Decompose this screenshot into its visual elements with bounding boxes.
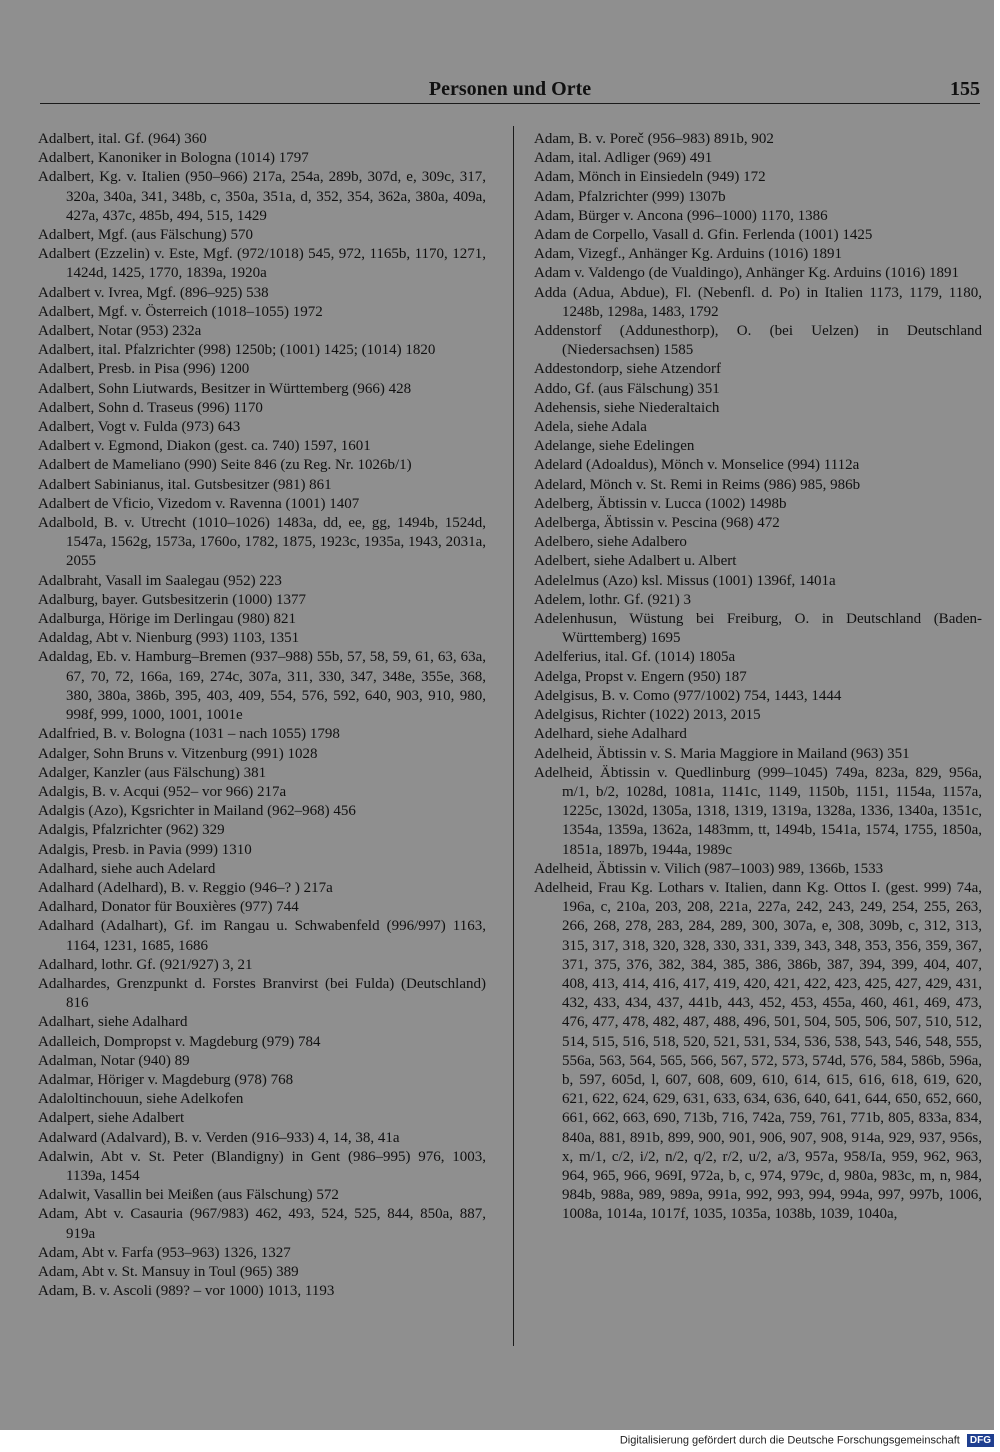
index-entry: Adam, Abt v. Casauria (967/983) 462, 493, 524, 525, 844, 850a, 887, 919a [38,1206,486,1242]
index-entry: Adaloltinchouun, siehe Adelkofen [38,1091,244,1108]
index-entry: Adam, ital. Adliger (969) 491 [534,150,713,167]
index-entry: Adalgis, Pfalzrichter (962) 329 [38,822,225,839]
index-entry: Adelheid, Frau Kg. Lothars v. Italien, dann Kg. Ottos I. (gest. 999) 74a, 196a, c, 210a, 203, 208, 221a, 227a, 242, 243, 249, 254, 255, 263, 266, 268, 278, 283, 284, 289, 300, 307a, e, 308, 309b, c, 312, 313, 315, 317, 318, 320, 328, 330, 331, 339, 343, 348, 353, 356, 359, 367, 371, 375, 376, 382, 384, 385, 386, 386b, 387, 394, 399, 404, 407, 408, 413, 414, 416, 417, 419, 420, 421, 422, 423, 425, 427, 429, 431, 432, 433, 434, 437, 441b, 443, 452, 453, 455a, 460, 461, 469, 473, 476, 477, 478, 482, 487, 488, 496, 501, 504, 505, 506, 507, 510, 512, 514, 515, 516, 518, 520, 521, 531, 534, 536, 538, 543, 546, 548, 555, 556a, 563, 564, 565, 566, 567, 572, 573, 574d, 576, 584, 586b, 596a, b, 597, 605d, l, 607, 608, 609, 610, 614, 615, 616, 618, 619, 620, 621, 622, 624, 629, 631, 633, 634, 636, 640, 641, 644, 650, 652, 660, 661, 662, 663, 690, 713b, 716, 742a, 759, 761, 771b, 805, 833a, 834, 840a, 881, 891b, 899, 900, 901, 906, 907, 908, 914a, 929, 937, 956s, x, m/1, c/2, i/2, n/2, q/2, r/2, u/2, a/3, 957a, 958/Ia, 959, 962, 963, 964, 965, 966, 969I, 972a, b, c, 974, 979c, d, 980a, 983c, m, n, 984, 984b, 988a, 989, 989a, 991a, 992, 993, 994, 994a, 997, 997b, 1006, 1008a, 1014a, 1017f, 1035, 1035a, 1038b, 1039, 1040a, [534,879,982,1223]
index-entry: Adalbert, Sohn Liutwards, Besitzer in Württemberg (966) 428 [38,380,412,397]
index-entry: Adalbert, Sohn d. Traseus (996) 1170 [38,399,263,416]
page-header [40,74,980,104]
index-entry: Adalhard (Adalhart), Gf. im Rangau u. Schwabenfeld (996/997) 1163, 1164, 1231, 1685, 1686 [38,918,486,954]
index-entry: Adaldag, Abt v. Nienburg (993) 1103, 1351 [38,630,300,647]
index-entry: Adelem, lothr. Gf. (921) 3 [534,591,692,608]
index-entry: Adalbert, Presb. in Pisa (996) 1200 [38,361,250,378]
index-entry: Adalbert, Mgf. v. Österreich (1018–1055) 1972 [38,303,323,320]
index-entry: Adam, B. v. Poreč (956–983) 891b, 902 [534,131,774,147]
index-entry: Adalbert, Mgf. (aus Fälschung) 570 [38,227,253,244]
index-entry: Adam, Abt v. St. Mansuy in Toul (965) 389 [38,1263,299,1280]
index-entry: Adelard, Mönch v. St. Remi in Reims (986) 985, 986b [534,476,861,493]
index-entry: Adalwit, Vasallin bei Meißen (aus Fälschung) 572 [38,1187,339,1204]
index-entry: Adalbert, Kg. v. Italien (950–966) 217a, 254a, 289b, 307d, e, 309c, 317, 320a, 340a, 341, 348b, c, 350a, 351a, d, 352, 354, 362a, 380a, 409a, 427a, 437c, 485b, 494, 515, 1429 [38,169,486,224]
index-entry: Adelard (Adoaldus), Mönch v. Monselice (994) 1112a [534,457,860,474]
index-entry: Adalwin, Abt v. St. Peter (Blandigny) in Gent (986–995) 976, 1003, 1139a, 1454 [38,1148,486,1184]
index-entry: Adelgisus, B. v. Como (977/1002) 754, 1443, 1444 [534,687,842,704]
index-entry: Adalbert (Ezzelin) v. Este, Mgf. (972/1018) 545, 972, 1165b, 1170, 1271, 1424d, 1425, 1770, 1839a, 1920a [38,246,486,282]
index-entry: Adalmar, Höriger v. Magdeburg (978) 768 [38,1071,294,1088]
index-entry: Adalbert, Vogt v. Fulda (973) 643 [38,419,241,436]
index-entry: Addestondorp, siehe Atzendorf [534,361,722,378]
index-entry: Adelbert, siehe Adalbert u. Albert [534,553,737,570]
index-entry: Adalhard, Donator für Bouxières (977) 744 [38,899,299,916]
index-entry: Adalbraht, Vasall im Saalegau (952) 223 [38,572,282,589]
index-entry: Adam, Abt v. Farfa (953–963) 1326, 1327 [38,1244,291,1261]
index-entry: Adelenhusun, Wüstung bei Freiburg, O. in Deutschland (Baden-Württemberg) 1695 [534,611,982,647]
index-entry: Adalpert, siehe Adalbert [38,1110,185,1127]
index-entry: Adaldag, Eb. v. Hamburg–Bremen (937–988) 55b, 57, 58, 59, 61, 63, 63a, 67, 70, 72, 166a, 169, 274c, 307a, 311, 330, 347, 348e, 355e, 368, 380, 380a, 386b, 395, 403, 409, 554, 576, 592, 640, 903, 910, 980, 998f, 999, 1000, 1001, 1001e [38,649,486,724]
index-entry: Adelbero, siehe Adalbero [534,534,687,551]
index-entry: Adam, Mönch in Einsiedeln (949) 172 [534,169,766,186]
index-entry: Adda (Adua, Abdue), Fl. (Nebenfl. d. Po) in Italien 1173, 1179, 1180, 1248b, 1298a, 1483, 1792 [534,284,982,320]
footer-text: Digitalisierung gefördert durch die Deutsche Forschungsgemeinschaft [619,1434,960,1447]
index-entry: Adalfried, B. v. Bologna (1031 – nach 1055) 1798 [38,726,340,743]
index-entry: Addo, Gf. (aus Fälschung) 351 [534,380,720,397]
index-entry: Adelheid, Äbtissin v. Quedlinburg (999–1045) 749a, 823a, 829, 956a, m/1, b/2, 1028d, 1081a, 1141c, 1149, 1150b, 1151, 1154a, 1157a, 1225c, 1302d, 1305a, 1318, 1319, 1319a, 1328a, 1336, 1340a, 1351c, 1354a, 1359a, 1362a, 1483mm, tt, 1494b, 1541a, 1574, 1755, 1850a, 1851a, 1897b, 1944a, 1989c [534,764,982,858]
index-entry: Adelhard, siehe Adalhard [534,726,687,743]
index-entry: Adelberga, Äbtissin v. Pescina (968) 472 [534,515,780,532]
index-entry: Adalbert de Vficio, Vizedom v. Ravenna (1001) 1407 [38,495,360,512]
index-entry: Adalburg, bayer. Gutsbesitzerin (1000) 1377 [38,591,307,608]
index-entry: Adam de Corpello, Vasall d. Gfin. Ferlenda (1001) 1425 [534,227,873,244]
page-number: 155 [950,78,980,100]
index-entry: Adalleich, Dompropst v. Magdeburg (979) 784 [38,1033,321,1050]
index-entry: Adelferius, ital. Gf. (1014) 1805a [534,649,736,666]
index-entry: Adelheid, Äbtissin v. Vilich (987–1003) 989, 1366b, 1533 [534,860,884,877]
index-entry: Adalbert de Mameliano (990) Seite 846 (zu Reg. Nr. 1026b/1) [38,457,412,474]
index-entry: Adelberg, Äbtissin v. Lucca (1002) 1498b [534,495,787,512]
index-entry: Adalgis (Azo), Kgsrichter in Mailand (962–968) 456 [38,803,356,820]
right-column [534,130,982,1225]
index-entry: Adalbert v. Egmond, Diakon (gest. ca. 740) 1597, 1601 [38,438,371,455]
index-entry: Adam, B. v. Ascoli (989? – vor 1000) 1013, 1193 [38,1283,335,1300]
index-entry: Adam, Bürger v. Ancona (996–1000) 1170, 1386 [534,207,828,224]
index-entry: Adalbert Sabinianus, ital. Gutsbesitzer (981) 861 [38,476,332,493]
index-entry: Adalbert v. Ivrea, Mgf. (896–925) 538 [38,284,269,301]
column-divider [513,126,514,1346]
index-entry: Adalman, Notar (940) 89 [38,1052,190,1069]
index-entry: Adalgis, B. v. Acqui (952– vor 966) 217a [38,783,287,800]
index-entry: Adam, Vizegf., Anhänger Kg. Arduins (1016) 1891 [534,246,842,263]
index-entry: Adalward (Adalvard), B. v. Verden (916–933) 4, 14, 38, 41a [38,1129,400,1146]
funding-footer [600,1434,994,1450]
index-entry: Addenstorf (Addunesthorp), O. (bei Uelzen) in Deutschland (Niedersachsen) 1585 [534,323,982,359]
index-entry: Adelheid, Äbtissin v. S. Maria Maggiore in Mailand (963) 351 [534,745,910,762]
index-entry: Adalbert, Notar (953) 232a [38,323,202,340]
index-entry: Adam, Pfalzrichter (999) 1307b [534,188,726,205]
dfg-logo: DFG [967,1434,994,1447]
index-entry: Adalhart, siehe Adalhard [38,1014,188,1031]
index-entry: Adalhardes, Grenzpunkt d. Forstes Branvirst (bei Fulda) (Deutschland) 816 [38,975,486,1012]
index-entry: Adelelmus (Azo) ksl. Missus (1001) 1396f, 1401a [534,572,836,589]
index-entry: Adalbold, B. v. Utrecht (1010–1026) 1483a, dd, ee, gg, 1494b, 1524d, 1547a, 1562g, 1573a, 1760o, 1782, 1875, 1923c, 1935a, 1943, 2031a, 2055 [38,515,486,570]
index-entry: Adalger, Kanzler (aus Fälschung) 381 [38,764,267,781]
index-entry: Adalhard, lothr. Gf. (921/927) 3, 21 [38,956,253,973]
index-entry: Adalbert, ital. Gf. (964) 360 [38,131,207,147]
index-entry: Adelange, siehe Edelingen [534,438,695,455]
index-entry: Adalhard, siehe auch Adelard [38,860,216,877]
index-entry: Adelga, Propst v. Engern (950) 187 [534,668,747,685]
index-entry: Adelgisus, Richter (1022) 2013, 2015 [534,707,761,724]
left-column [38,130,486,1301]
header-rule [40,103,980,104]
index-entry: Adam v. Valdengo (de Vualdingo), Anhänger Kg. Arduins (1016) 1891 [534,265,960,282]
index-entry: Adalbert, ital. Pfalzrichter (998) 1250b; (1001) 1425; (1014) 1820 [38,342,436,359]
index-entry: Adalhard (Adelhard), B. v. Reggio (946–? ) 217a [38,879,333,896]
index-entry: Adela, siehe Adala [534,419,647,436]
page-title: Personen und Orte [428,78,592,100]
index-entry: Adalburga, Hörige im Derlingau (980) 821 [38,611,296,628]
index-entry: Adalger, Sohn Bruns v. Vitzenburg (991) 1028 [38,745,318,762]
index-entry: Adehensis, siehe Niederaltaich [534,399,720,416]
index-entry: Adalgis, Presb. in Pavia (999) 1310 [38,841,252,858]
index-entry: Adalbert, Kanoniker in Bologna (1014) 1797 [38,150,309,167]
